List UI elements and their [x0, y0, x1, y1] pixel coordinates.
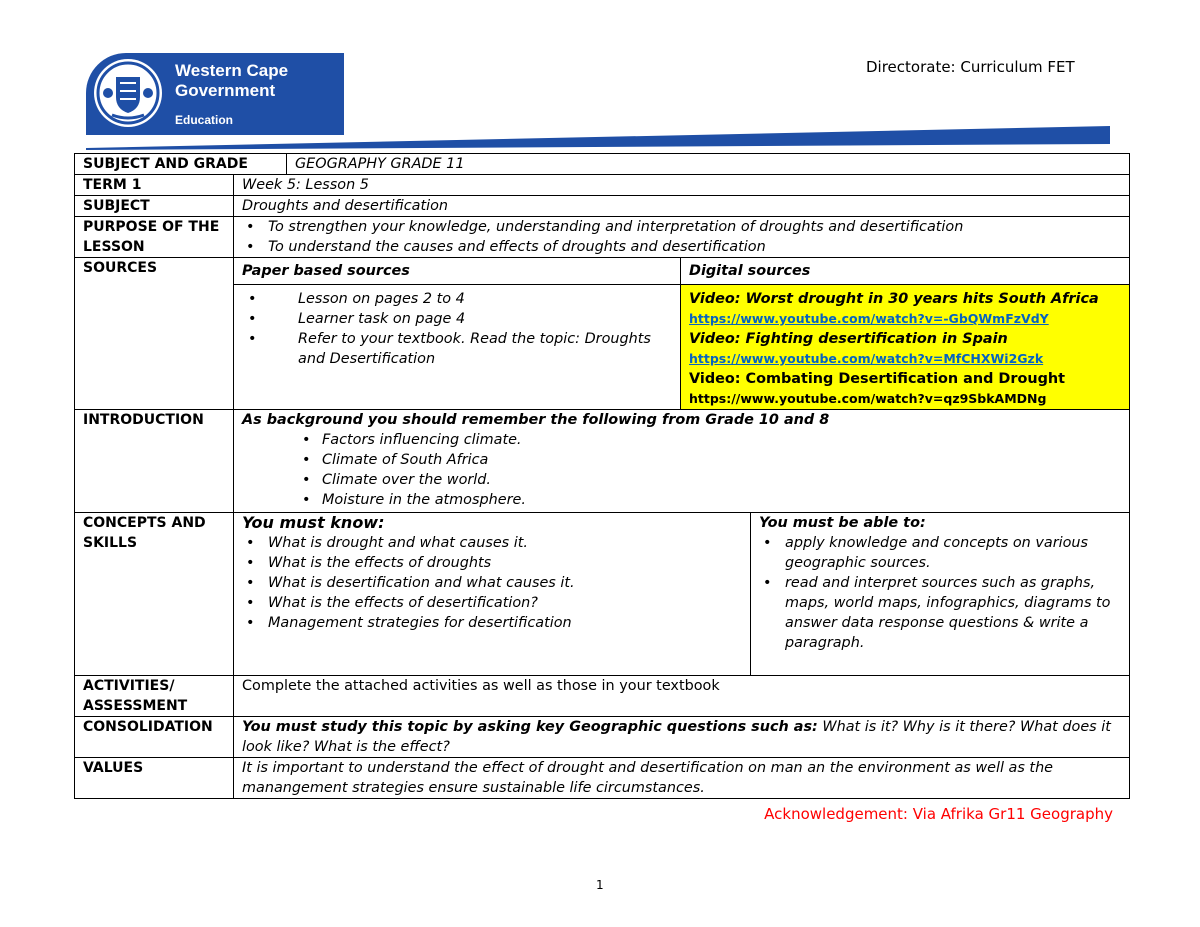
label-activities: ACTIVITIES/ ASSESSMENT — [75, 676, 234, 717]
label-term: TERM 1 — [75, 175, 234, 196]
know-item: • What is the effects of droughts — [242, 553, 742, 573]
row-subject — [75, 196, 1130, 217]
value-subject-grade: GEOGRAPHY GRADE 11 — [287, 154, 1130, 175]
purpose-item: • To understand the causes and effects of droughts and desertification — [242, 237, 1121, 257]
label-concepts: CONCEPTS AND SKILLS — [75, 513, 234, 676]
video-url-text: https://www.youtube.com/watch?v=qz9SbkAMDNg — [689, 391, 1047, 406]
row-purpose — [75, 217, 1130, 258]
paper-source-item: • Lesson on pages 2 to 4 — [242, 289, 672, 309]
row-activities — [75, 676, 1130, 717]
paper-source-item: • Learner task on page 4 — [242, 309, 672, 329]
label-purpose: PURPOSE OF THE LESSON — [75, 217, 234, 258]
must-know-heading: You must know: — [242, 513, 385, 532]
logo-line-2: Government — [175, 81, 276, 100]
label-subject: SUBJECT — [75, 196, 234, 217]
row-term — [75, 175, 1130, 196]
logo-line-1: Western Cape — [175, 61, 289, 80]
label-subject-grade: SUBJECT AND GRADE — [75, 154, 287, 175]
video-title: Video: Worst drought in 30 years hits South Africa — [689, 291, 1099, 307]
intro-item: • Factors influencing climate. — [302, 430, 1121, 450]
acknowledgement: Acknowledgement: Via Afrika Gr11 Geography — [764, 805, 1113, 823]
must-be-able-heading: You must be able to: — [759, 515, 926, 531]
must-know-content — [234, 513, 751, 676]
value-consolidation — [234, 717, 1130, 758]
label-sources: SOURCES — [75, 258, 234, 410]
row-concepts — [75, 513, 1130, 676]
row-introduction — [75, 410, 1130, 513]
logo-line-3: Education — [175, 113, 234, 127]
value-activities: Complete the attached activities as well as those in your textbook — [234, 676, 1130, 717]
know-item: • What is drought and what causes it. — [242, 533, 742, 553]
video-link[interactable]: https://www.youtube.com/watch?v=MfCHXWi2Gzk — [689, 351, 1044, 366]
row-values — [75, 758, 1130, 799]
digital-sources-list — [681, 285, 1130, 410]
know-item: • What is the effects of desertification? — [242, 593, 742, 613]
value-purpose — [234, 217, 1130, 258]
purpose-item: • To strengthen your knowledge, understanding and interpretation of droughts and desertification — [242, 217, 1121, 237]
value-subject: Droughts and desertification — [234, 196, 1130, 217]
value-term: Week 5: Lesson 5 — [234, 175, 1130, 196]
row-consolidation — [75, 717, 1130, 758]
lesson-plan-table — [74, 153, 1130, 799]
page-number: 1 — [596, 878, 604, 892]
introduction-heading: As background you should remember the following from Grade 10 and 8 — [242, 412, 830, 428]
paper-sources-list — [234, 285, 681, 410]
government-logo — [86, 53, 344, 135]
consolidation-lead: You must study this topic by asking key Geographic questions such as: — [242, 719, 818, 735]
introduction-content — [234, 410, 1130, 513]
row-sources-headings — [75, 258, 1130, 285]
paper-sources-heading: Paper based sources — [234, 258, 681, 285]
intro-item: • Moisture in the atmosphere. — [302, 490, 1121, 510]
digital-sources-heading: Digital sources — [681, 258, 1130, 285]
know-item: • What is desertification and what causes it. — [242, 573, 742, 593]
header-swoosh — [86, 124, 1116, 150]
row-subject-grade — [75, 154, 1130, 175]
paper-source-item: • Refer to your textbook. Read the topic: Droughts and Desertification — [242, 329, 672, 369]
label-consolidation: CONSOLIDATION — [75, 717, 234, 758]
value-values: It is important to understand the effect of drought and desertification on man an the environment as well as the manangement strategies ensure sustainable life circumstances. — [234, 758, 1130, 799]
must-be-able-content — [751, 513, 1130, 676]
know-item: • Management strategies for desertification — [242, 613, 742, 633]
video-title: Video: Combating Desertification and Drought — [689, 371, 1066, 387]
intro-item: • Climate over the world. — [302, 470, 1121, 490]
able-item: • apply knowledge and concepts on various geographic sources. — [759, 533, 1121, 573]
coat-of-arms-icon — [94, 59, 162, 127]
video-title: Video: Fighting desertification in Spain — [689, 331, 1008, 347]
row-sources-content — [75, 285, 1130, 410]
label-introduction: INTRODUCTION — [75, 410, 234, 513]
intro-item: • Climate of South Africa — [302, 450, 1121, 470]
directorate-text: Directorate: Curriculum FET — [866, 58, 1075, 76]
video-link[interactable]: https://www.youtube.com/watch?v=-GbQWmFzVdY — [689, 311, 1049, 326]
label-values: VALUES — [75, 758, 234, 799]
able-item: • read and interpret sources such as graphs, maps, world maps, infographics, diagrams to answer data response questions & write a paragraph. — [759, 573, 1121, 653]
consolidation-questions: What is it? Why is it there? What does it look like? What is the effect? — [242, 719, 1111, 755]
